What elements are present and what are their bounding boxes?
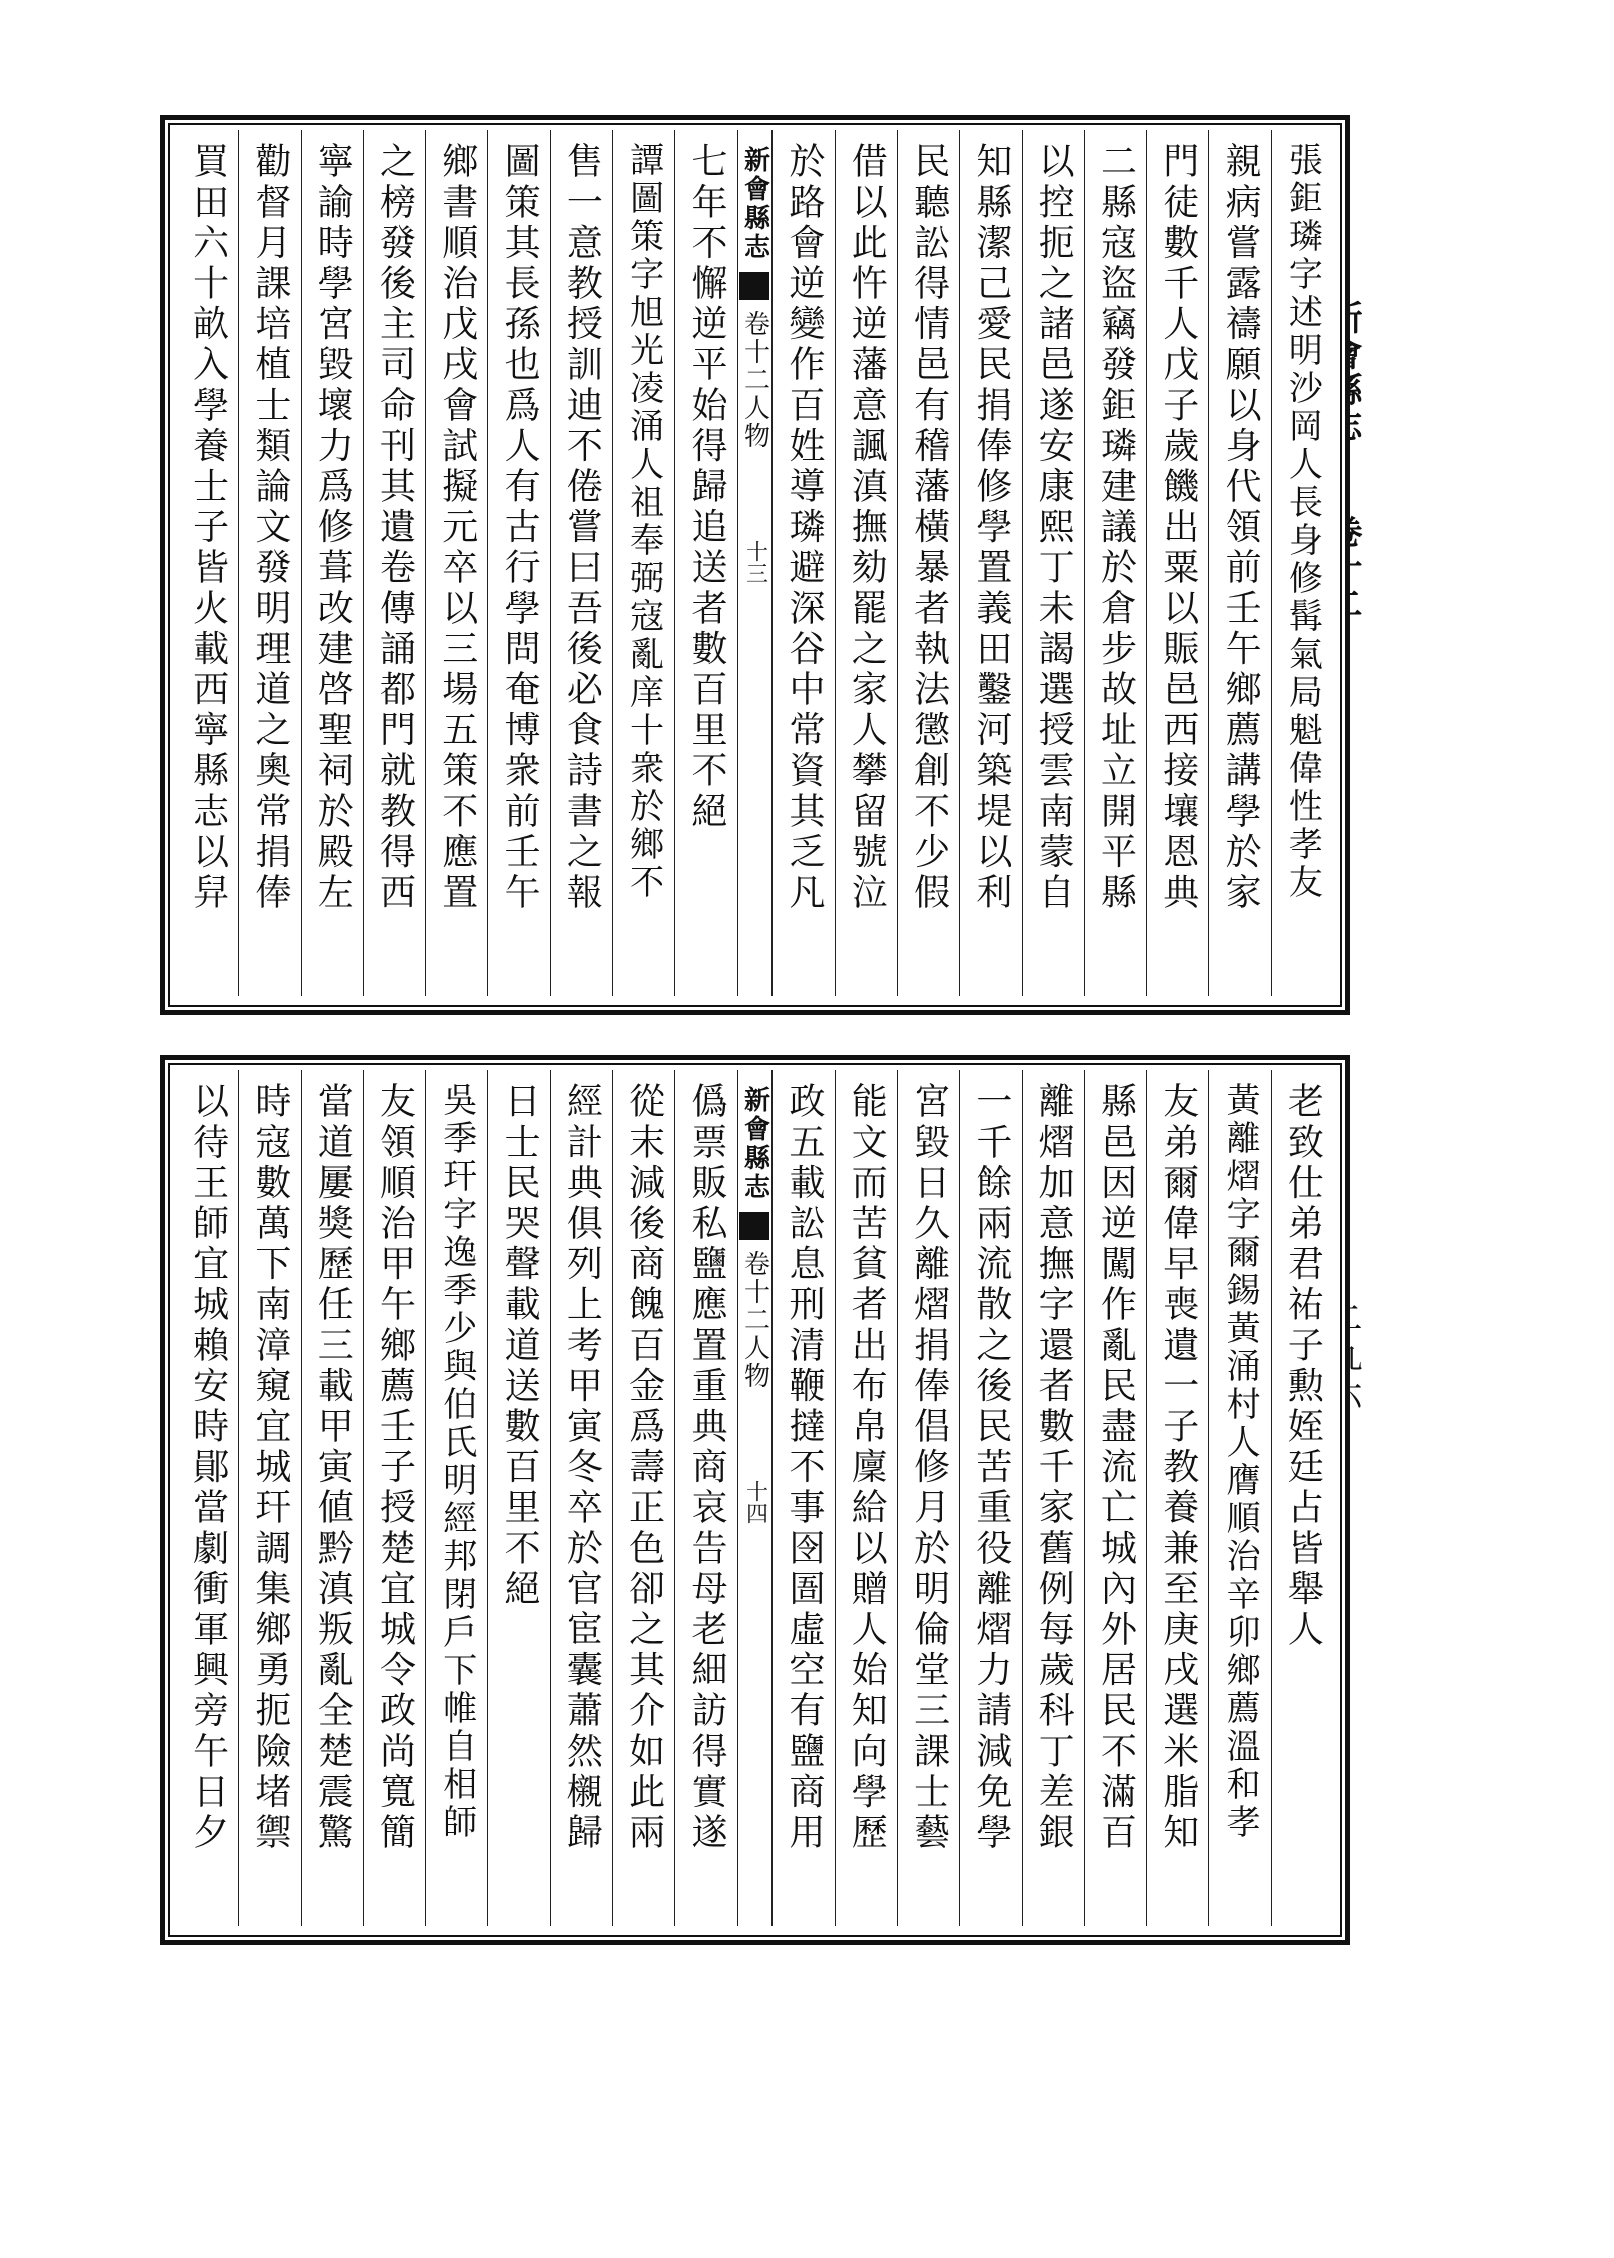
text-column: 民聽訟得情邑有稽藩橫暴者執法懲創不少假 [897, 130, 959, 996]
fold-volume: 卷十二人物 [739, 310, 770, 450]
fold-title: 新會縣志 [739, 146, 770, 262]
text-column: 以控扼之諸邑遂安康熙丁未謁選授雲南蒙自 [1022, 130, 1084, 996]
block-center-fold [737, 130, 773, 996]
text-column: 親病嘗露禱願以身代領前壬午鄉薦講學於家 [1208, 130, 1270, 996]
text-column: 縣邑因逆闖作亂民盡流亡城內外居民不滿百 [1084, 1070, 1146, 1926]
text-column: 二縣寇盜竊發鉅璘建議於倉步故址立開平縣 [1084, 130, 1146, 996]
text-column: 售一意教授訓迪不倦嘗曰吾後必食詩書之報 [550, 130, 612, 996]
text-column: 寧諭時學宮毀壞力爲修葺改建啓聖祠於殿左 [301, 130, 363, 996]
text-column: 從末減後商餽百金爲壽正色卻之其介如此兩 [612, 1070, 674, 1926]
text-column: 友領順治甲午鄉薦壬子授楚宜城令政尚寬簡 [363, 1070, 425, 1926]
fish-tail-mark-icon [739, 272, 769, 300]
text-block-lower [160, 1055, 1350, 1945]
text-column: 一千餘兩流散之後民苦重役離熠力請減免學 [959, 1070, 1021, 1926]
block-center-fold [737, 1070, 773, 1926]
text-column: 老致仕弟君祐子勲姪廷占皆舉人 [1271, 1070, 1333, 1926]
text-column: 於路會逆變作百姓導璘避深谷中常資其乏凡 [772, 130, 834, 996]
text-column: 以待王師宜城賴安時鄖當劇衝軍興旁午日夕 [187, 1082, 229, 1854]
text-column: 離熠加意撫字還者數千家舊例每歲科丁差銀 [1022, 1070, 1084, 1926]
fish-tail-mark-icon [739, 1212, 769, 1240]
text-column: 日士民哭聲載道送數百里不絕 [487, 1070, 549, 1926]
text-column: 圖策其長孫也爲人有古行學問奄博衆前壬午 [487, 130, 549, 996]
text-column: 能文而苦貧者出布帛廩給以贈人始知向學歷 [835, 1070, 897, 1926]
text-column: 借以此忤逆藩意諷滇撫劾罷之家人攀留號泣 [835, 130, 897, 996]
text-column: 譚圖策字旭光凌涌人祖奉弼寇亂庠十衆於鄉不 [612, 130, 674, 996]
text-column: 勸督月課培植士類論文發明理道之奧常捐俸 [238, 130, 300, 996]
text-column: 宮毀日久離熠捐俸倡修月於明倫堂三課士藝 [897, 1070, 959, 1926]
text-column: 之榜發後主司命刊其遺卷傳誦都門就教得西 [363, 130, 425, 996]
fold-leaf-number: 十三 [742, 540, 768, 584]
text-column: 友弟爾偉早喪遺一子教養兼至庚戌選米脂知 [1146, 1070, 1208, 1926]
text-column: 時寇數萬下南漳窺宜城玕調集鄉勇扼險堵禦 [238, 1070, 300, 1926]
text-column: 買田六十畝入學養士子皆火載西寧縣志以舁 [187, 142, 229, 914]
text-column: 當道屢獎歷任三載甲寅値黔滇叛亂全楚震驚 [301, 1070, 363, 1926]
text-column: 經計典俱列上考甲寅冬卒於官宦囊蕭然櫬歸 [550, 1070, 612, 1926]
text-column: 張鉅璘字述明沙岡人長身修髯氣局魁偉性孝友 [1271, 130, 1333, 996]
text-column: 鄉書順治戊戌會試擬元卒以三場五策不應置 [425, 130, 487, 996]
fold-leaf-number: 十四 [742, 1480, 768, 1524]
text-column: 七年不懈逆平始得歸追送者數百里不絕 [674, 130, 736, 996]
fold-title: 新會縣志 [739, 1086, 770, 1202]
text-column: 知縣潔己愛民捐俸修學置義田鑿河築堤以利 [959, 130, 1021, 996]
text-block-upper [160, 115, 1350, 1015]
text-column: 僞票販私鹽應置重典商哀告母老細訪得實遂 [674, 1070, 736, 1926]
fold-volume: 卷十二人物 [739, 1250, 770, 1390]
text-column: 政五載訟息刑清鞭撻不事囹圄虛空有鹽商用 [772, 1070, 834, 1926]
text-column: 黃離熠字爾錫黃涌村人膺順治辛卯鄉薦溫和孝 [1208, 1070, 1270, 1926]
text-column: 門徒數千人戊子歲饑出粟以賑邑西接壤恩典 [1146, 130, 1208, 996]
text-column: 吳季玕字逸季少與伯氏明經邦閉戶下帷自相師 [425, 1070, 487, 1926]
